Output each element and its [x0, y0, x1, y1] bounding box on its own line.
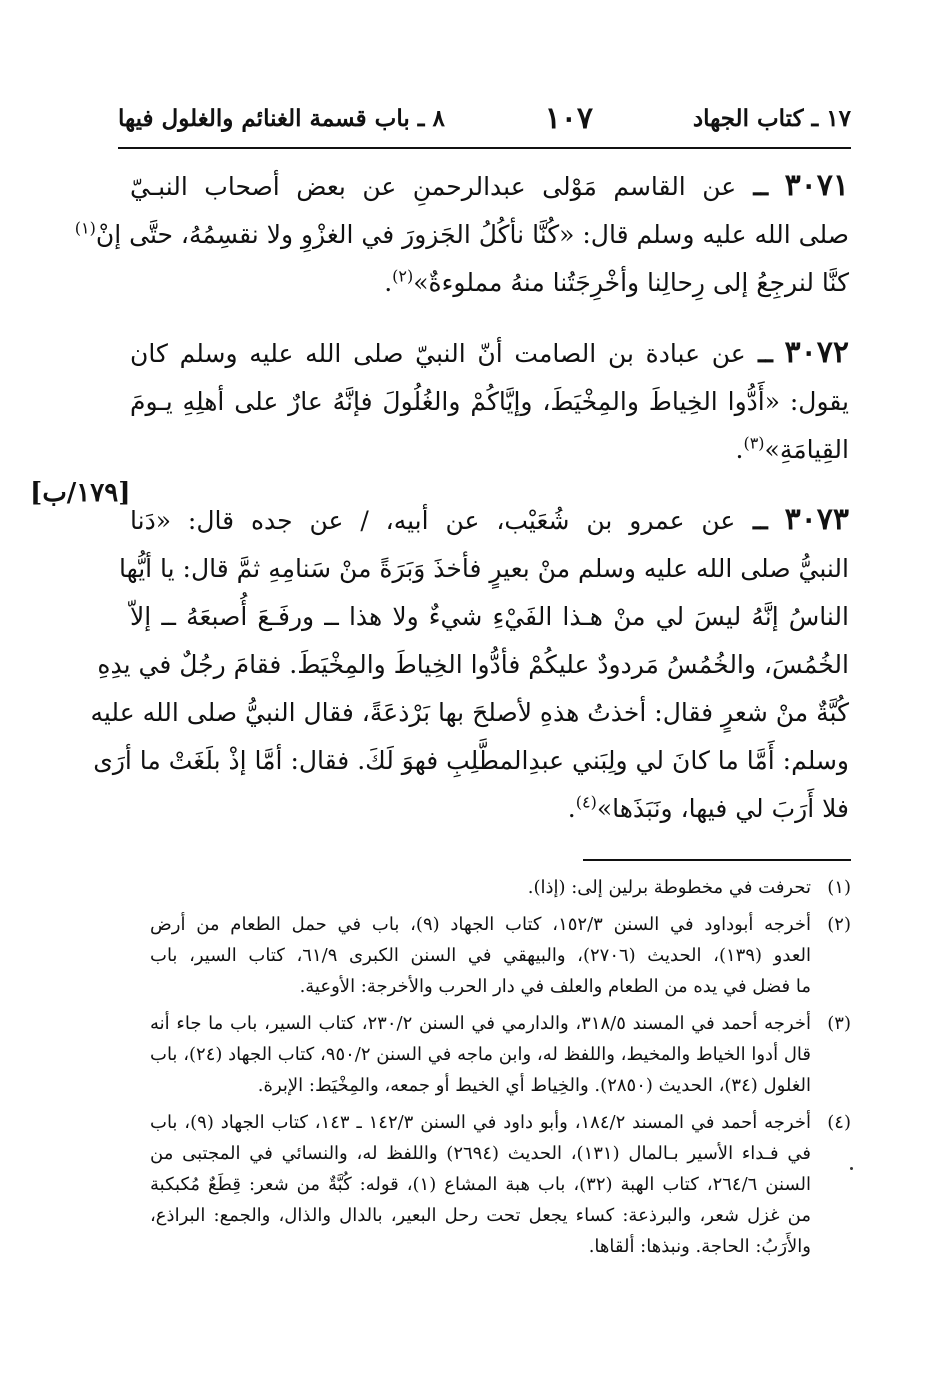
- footnote-2: [150, 909, 851, 1002]
- hadith-3073: ٣٠٧٣ ــ عن عمرو بن شُعَيْب، عن أبيه، / عن جده قال: «دَنا النبيُّ صلى الله عليه وسلم منْ بعيرٍ فأخذَ وَبَرَةً منْ سَنامِهِ ثمَّ قال: يا أيُّها الناسُ إنَّهُ ليسَ لي منْ هـذا الفَيْءِ شيءٌ ولا هذا ــ ورفَـعَ أُصبعَهُ ــ إلاّ الخُمُسَ، والخُمُسُ مَردودٌ عليكُمْ فأدُّوا الخِياطَ والمِخْيَطَ. فقامَ رجُلٌ في يدِهِ كُبَّةٌ منْ شعرٍ فقال: أخذتُ هذهِ لأصلحَ بها بَرْذعَةً، فقال النبيُّ صلى الله عليه وسلم: أَمَّا ما كانَ لي ولِبَني عبدِالمطَّلِبِ فهوَ لَكَ. فقال: أمَّا إذْ بلَغَتْ ما أرَى فلا أَرَبَ لي فيها، ونَبَذَها»$^{(٤)}$.: [90, 502, 850, 823]
- footnote-separator: [583, 859, 851, 861]
- footnote-line: أخرجه أحمد في المسند ٣١٨/٥، والدارمي في السنن ٢٣٠/٢، كتاب السير، باب ما جاء أنه: [150, 1013, 811, 1034]
- footnotes: [150, 872, 851, 1268]
- footnote-line: في فـداء الأسير بـالمال (١٣١)، الحديث (٢٦٩٤) واللفظ له، والنسائي في المجتبى من: [150, 1143, 811, 1164]
- footnote-line: ما فضل في يده من الطعام والعلف في دار الحرب والأخرجة: الأوعية.: [299, 976, 811, 997]
- hadith-number: ٣٠٧٣: [784, 502, 850, 537]
- hadith-line: وسلم: أَمَّا ما كانَ لي ولِبَني عبدِالمطَّلِبِ فهوَ لَكَ. فقال: أمَّا إذْ بلَغَتْ ما أرَى: [93, 746, 849, 775]
- running-header: [118, 96, 851, 140]
- footnote-ref: (١): [74, 218, 96, 238]
- hadith-number: ٣٠٧١: [784, 168, 850, 203]
- footnote-line: قال أدوا الخياط والمخيط، واللفظ له، وابن ماجه في السنن ٩٥٠/٢، كتاب الجهاد (٢٤)، باب: [150, 1044, 811, 1065]
- hadith-line: النبيُّ صلى الله عليه وسلم منْ بعيرٍ فأخذَ وَبَرَةً منْ سَنامِهِ ثمَّ قال: يا أيُّها: [119, 554, 849, 583]
- footnote-line: العدو (١٣٩)، الحديث (٢٧٠٦)، والبيهقي في السنن الكبرى ٦١/٩، كتاب السير، باب: [150, 945, 811, 966]
- header-rule: [118, 147, 851, 149]
- footnote-4: [150, 1107, 851, 1262]
- hadith-line: الخُمُسَ، والخُمُسُ مَردودٌ عليكُمْ فأدُّوا الخِياطَ والمِخْيَطَ. فقامَ رجُلٌ في يدِهِ: [97, 650, 849, 679]
- hadith-3071: ٣٠٧١ ــ عن القاسم مَوْلى عبدالرحمنِ عن بعض أصحاب النبـيّ صلى الله عليه وسلم قال: «كُنَّا نأكُلُ الجَزورَ في الغزْوِ ولا نقسِمُهُ، حتَّى إنْ$^{(١)}$ كنَّا لنرجِعُ إلى رِحالِنا وأخْرِجَتُنا منهُ مملوءةٌ»$^{(٢)}$.: [74, 168, 850, 297]
- footnote-ref: (٢): [392, 266, 414, 286]
- page-number: ١٠٧: [544, 100, 594, 136]
- footnote-number: (٣): [827, 1013, 851, 1034]
- hadith-line: الناسُ إنَّهُ ليسَ لي منْ هـذا الفَيْءِ شيءٌ ولا هذا ــ ورفَـعَ أُصبعَهُ ــ إلاّ: [130, 602, 849, 631]
- hadith-line: فلا أَرَبَ لي فيها، ونَبَذَها»: [596, 794, 849, 823]
- footnote-number: (٢): [827, 914, 851, 935]
- footnote-line: أخرجه أحمد في المسند ١٨٤/٢، وأبو داود في السنن ١٤٢/٣ ـ ١٤٣، كتاب الجهاد (٩)، باب: [150, 1112, 811, 1133]
- hadith-number: ٣٠٧٢: [784, 335, 849, 370]
- hadith-line: عن القاسم مَوْلى عبدالرحمنِ عن بعض أصحاب النبـيّ: [130, 172, 737, 201]
- chapter-title: ١٧ ـ كتاب الجهاد: [692, 104, 851, 132]
- footnote-number: (١): [827, 877, 851, 898]
- footnote-ref: (٤): [575, 792, 597, 812]
- hadith-3072: ٣٠٧٢ ــ عن عبادة بن الصامت أنّ النبيّ صلى الله عليه وسلم كان يقول: «أَدُّوا الخِياطَ والمِخْيَطَ، وإيَّاكُمْ والغُلُولَ فإنَّهُ عارٌ على أهلِهِ يـومَ القِيامَةِ»$^{(٣)}$.: [130, 335, 849, 464]
- footnote-line: تحرفت في مخطوطة برلين إلى: (إذا).: [527, 877, 811, 898]
- footnote-number: (٤): [827, 1112, 851, 1133]
- hadith-line: كُبَّةٌ منْ شعرٍ فقال: أخذتُ هذهِ لأصلحَ بها بَرْذعَةً، فقال النبيُّ صلى الله عليه: [90, 698, 849, 727]
- footnote-ref: (٣): [743, 433, 765, 453]
- margin-folio-marker: [١٧٩/ب]: [30, 478, 131, 508]
- hadith-line: كنَّا لنرجِعُ إلى رِحالِنا وأخْرِجَتُنا منهُ مملوءةٌ»: [413, 268, 849, 297]
- hadith-line: صلى الله عليه وسلم قال: «كُنَّا نأكُلُ الجَزورَ في الغزْوِ ولا نقسِمُهُ، حتَّى إنْ: [95, 220, 849, 249]
- hadith-line: عن عمرو بن شُعَيْب، عن أبيه، / عن جده قال: «دَنا: [130, 506, 736, 535]
- hadith-line: يقول: «أَدُّوا الخِياطَ والمِخْيَطَ، وإيَّاكُمْ والغُلُولَ فإنَّهُ عارٌ على أهلِهِ يـومَ: [130, 387, 849, 416]
- footnote-3: [150, 1008, 851, 1101]
- scan-speck: [850, 1167, 853, 1170]
- section-title: ٨ ـ باب قسمة الغنائم والغلول فيها: [118, 104, 445, 132]
- footnote-line: الغلول (٣٤)، الحديث (٢٨٥٠). والخِياط أي الخيط أو جمعه، والمِخْيَط: الإبرة.: [257, 1075, 811, 1096]
- footnote-line: أخرجه أبوداود في السنن ١٥٢/٣، كتاب الجهاد (٩)، باب في حمل الطعام من أرض: [150, 914, 811, 935]
- footnote-line: من غزل شعر، والبرذعة: كساء يجعل تحت رحل البعير، بالدال والذال، والجمع: البراذع،: [150, 1205, 811, 1226]
- footnote-line: والأَرَبُ: الحاجة. ونبذها: ألقاها.: [588, 1236, 811, 1257]
- hadith-line: القِيامَةِ»: [764, 435, 849, 464]
- hadith-line: عن عبادة بن الصامت أنّ النبيّ صلى الله عليه وسلم كان: [130, 339, 746, 368]
- footnote-line: السنن ٢٦٤/٦، كتاب الهبة (٣٢)، باب هبة المشاع (١)، قوله: كُبَّةٌ من شعر: قِطَعٌ مُكبكبة: [150, 1174, 811, 1195]
- footnote-1: [150, 872, 851, 903]
